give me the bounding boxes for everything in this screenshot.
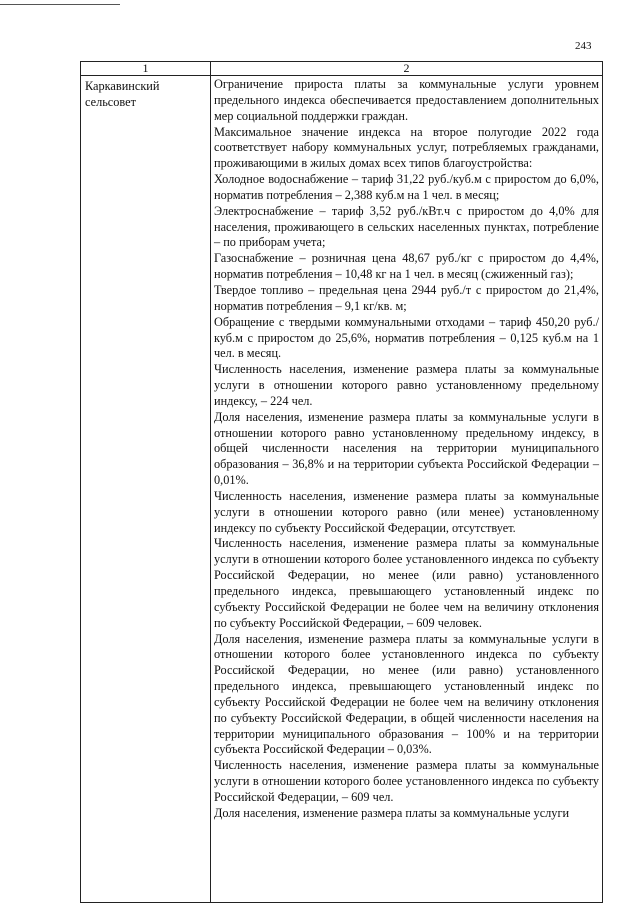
table-row (81, 76, 603, 903)
column-1-header: 1 (81, 62, 211, 76)
paragraph: Численность населения, изменение размера платы за коммунальные услуги в отношении которого более установленного индекса по субъекту Российской Федерации, но менее (или равно) установленного предельного индекса, превышающего установленный индекс по субъекту Российской Федерации не более чем на величину отклонения по субъекту Российской Федерации, – 609 человек. (214, 536, 599, 630)
paragraph: Численность населения, изменение размера платы за коммунальные услуги в отношении которого равно установленному предельному индексу, – 224 чел. (214, 362, 599, 408)
paragraph: Ограничение прироста платы за коммунальные услуги уровнем предельного индекса обеспечивается предоставлением дополнительных мер социальной поддержки граждан. (214, 77, 599, 123)
paragraph: Электроснабжение – тариф 3,52 руб./кВт.ч с приростом до 4,0% для населения, проживающего в сельских населенных пунктах, потребление – по приборам учета; (214, 203, 599, 250)
paragraph: Численность населения, изменение размера платы за коммунальные услуги в отношении которого более установленного индекса по субъекту Российской Федерации, – 609 чел. (214, 758, 599, 804)
region-cell (81, 76, 211, 903)
paragraph: Доля населения, изменение размера платы за коммунальные услуги (214, 805, 570, 820)
paragraph: Твердое топливо – предельная цена 2944 руб./т с приростом до 21,4%, норматив потребления – 9,1 кг/кв. м; (214, 282, 599, 313)
paragraph: Доля населения, изменение размера платы за коммунальные услуги в отношении которого равно установленному предельному индексу, в общей численности населения на территории муниципального образования – 36,8% и на территории субъекта Российской Федерации – 0,01%. (214, 409, 599, 488)
page-number: 243 (575, 40, 592, 52)
column-2-header: 2 (211, 62, 603, 76)
content-wrapper (211, 76, 602, 902)
paragraph: Доля населения, изменение размера платы за коммунальные услуги в отношении которого более установленного индекса по субъекту Российской Федерации, но менее (или равно) установленного предельного индекса, превышающего установленный индекс по субъекту Российской Федерации не более чем на величину отклонения по субъекту Российской Федерации, в общей численности населения на территории муниципального образования – 100% и на территории субъекта Российской Федерации – 0,03%. (214, 631, 599, 757)
paragraph: Обращение с твердыми коммунальными отходами – тариф 450,20 руб./куб.м с приростом до 25,6%, норматив потребления – 0,125 куб.м на 1 чел. в месяц. (214, 314, 599, 361)
paragraph: Максимальное значение индекса на второе полугодие 2022 года соответствует набору коммунальных услуг, потребляемых гражданами, проживающими в жилых домах всех типов благоустройства: (214, 124, 599, 171)
table-header-row (81, 62, 603, 76)
document-table (80, 61, 603, 903)
top-edge-line (0, 4, 120, 5)
paragraph-list (211, 76, 602, 822)
content-cell (211, 76, 603, 903)
paragraph: Холодное водоснабжение – тариф 31,22 руб./куб.м с приростом до 6,0%, норматив потребления – 2,388 куб.м на 1 чел. в месяц; (214, 172, 599, 202)
region-name: Каркавинский сельсовет (85, 79, 160, 109)
paragraph: Численность населения, изменение размера платы за коммунальные услуги в отношении которого равно (или менее) установленному индексу по субъекту Российской Федерации, отсутствует. (214, 488, 599, 535)
paragraph: Газоснабжение – розничная цена 48,67 руб./кг с приростом до 4,4%, норматив потребления – 10,48 кг на 1 чел. в месяц (сжиженный газ); (214, 251, 599, 282)
